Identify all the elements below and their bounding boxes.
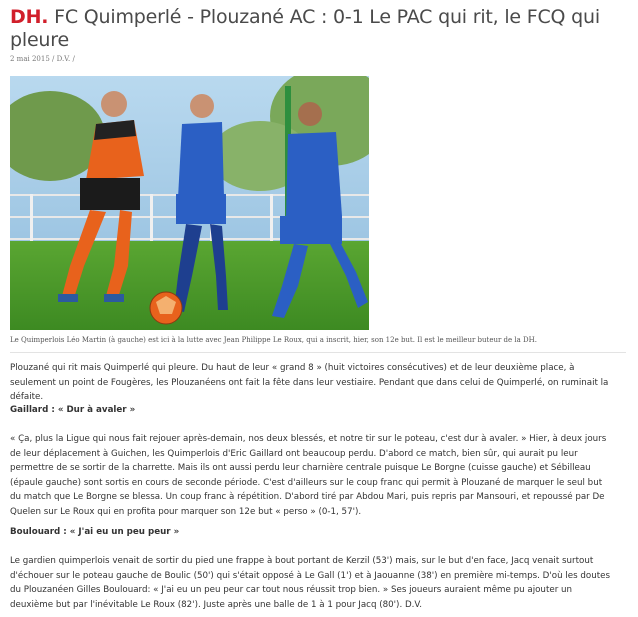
headline-kicker: DH. bbox=[10, 6, 49, 28]
author: / D.V. / bbox=[52, 55, 75, 63]
football-match-photo bbox=[10, 76, 369, 330]
publish-date: 2 mai 2015 bbox=[10, 55, 50, 63]
intro-paragraph: Plouzané qui rit mais Quimperlé qui pleure. Du haut de leur « grand 8 » (huit victoires consécutives) et de leur deuxième place, à seulement un point de Fougères, les Plouzanéens ont fait la fête dans leur vestiaire. Pendant que dans celui de Quimperlé, on ruminait la défaite. bbox=[10, 363, 609, 402]
headline-title[interactable]: FC Quimperlé - Plouzané AC : 0-1 Le PAC qui rit, le FCQ qui pleure bbox=[10, 6, 600, 51]
divider bbox=[10, 352, 626, 353]
subhead-gaillard: Gaillard : « Dur à avaler » bbox=[10, 405, 136, 415]
article-photo[interactable] bbox=[10, 76, 369, 330]
headline bbox=[10, 6, 620, 52]
paragraph-boulouard: Le gardien quimperlois venait de sortir du pied une frappe à bout portant de Kerzil (53') mais, sur le but d'en face, Jacq venait surtout d'échouer sur le poteau gauche de Boulic (50') qui s'était opposé à Le Gall (1') et à Jaouanne (38') en première mi-temps. D'où les doutes du Plouzanéen Gilles Boulouard: « J'ai eu un peu peur car tout nous réussit trop bien. » Ses joueurs auraient même pu ajouter un deuxième but par l'inévitable Le Roux (82'). Juste après une balle de 1 à 1 pour Jacq (80'). D.V. bbox=[10, 556, 611, 610]
subhead-boulouard: Boulouard : « J'ai eu un peu peur » bbox=[10, 527, 180, 537]
article-meta bbox=[10, 55, 75, 63]
photo-caption: Le Quimperlois Léo Martin (à gauche) est ici à la lutte avec Jean Philippe Le Roux, qui a inscrit, hier, son 12e but. Il est le meilleur buteur de la DH. bbox=[10, 336, 537, 344]
paragraph-gaillard: « Ça, plus la Ligue qui nous fait rejouer après-demain, nos deux blessés, et notre tir sur le poteau, c'est dur à avaler. » Hier, à deux jours de leur déplacement à Guichen, les Quimperlois d'Eric Gaillard ont beaucoup perdu. D'abord ce match, bien sûr, qui aurait pu leur permettre de se sortir de la charrette. Mais ils ont aussi perdu leur charnière centrale puisque Le Borgne (cuisse gauche) et Sébilleau (épaule gauche) sont sortis en cours de seconde période. C'est d'ailleurs sur le coup franc qui permit à Plouzané de marquer le seul but du match que Le Borgne se blessa. Un coup franc à répétition. D'abord tiré par Abdou Mari, puis repris par Mansouri, et repoussé par De Quelen sur Le Roux qui en profita pour marquer son 12e but « perso » (0-1, 57'). bbox=[10, 434, 607, 517]
